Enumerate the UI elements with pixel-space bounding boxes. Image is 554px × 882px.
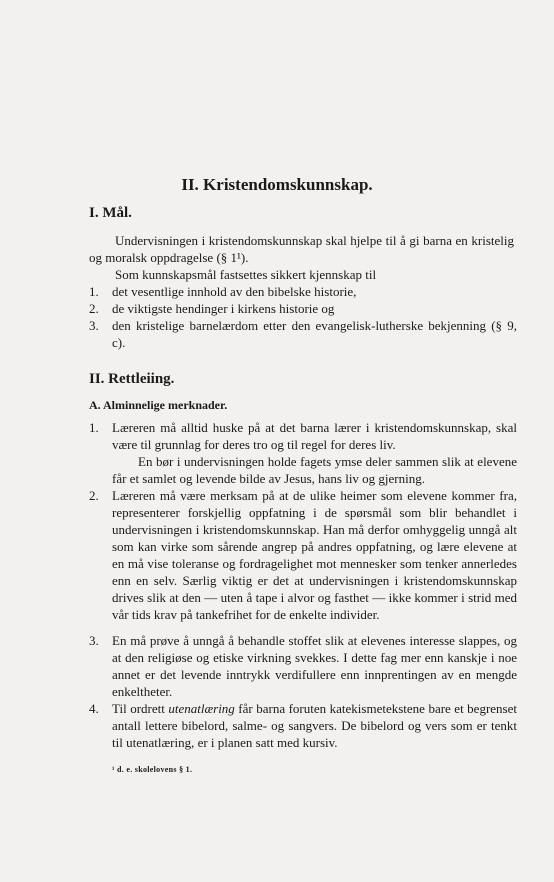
list-item-number: 1. <box>89 284 99 299</box>
footnote: ¹ d. e. skolelovens § 1. <box>112 765 193 774</box>
list-item-text: Læreren må være merksam på at de ulike heimer som elevene kommer fra, representerer forskjellig oppfatning i de spørsmål som blir behandlet i undervisningen i kristendomskunnskap. Han må derfor omhyggelig unngå alt som kan virke som sårende angrep på andres oppfatning, og lære elevene at en må vise toleranse og fordragelighet mot mennesker som tenker annerledes enn en selv. Særlig viktig er det at undervisningen i kristendomskunnskap drives slik at den — uten å tape i alvor og fasthet — ikke kommer i strid med vår tids krav på tankefrihet for de enkelte individer. <box>112 488 517 622</box>
page-title: II. Kristendomskunnskap. <box>181 175 373 194</box>
list-item-number: 3. <box>89 633 99 648</box>
list-item-number: 2. <box>89 488 99 503</box>
section1-intro-paragraph: Undervisningen i kristendomskunnskap skal hjelpe til å gi barna en kristelig og moralsk oppdragelse (§ 1¹). <box>89 233 514 265</box>
list-item-text: Læreren må alltid huske på at det barna lærer i kristendomskunnskap, skal være til grunnlag for deres tro og til regel for deres liv. <box>112 420 517 452</box>
section-heading-maal: I. Mål. <box>89 205 132 221</box>
section-heading-rettleiing: II. Rettleiing. <box>89 371 175 387</box>
list-item-number: 2. <box>89 301 99 316</box>
list-item-text: den kristelige barnelærdom etter den evangelisk-lutherske bekjenning (§ 9, c). <box>112 318 517 350</box>
list-item-number: 4. <box>89 701 99 716</box>
italic-term: utenatlæring <box>168 701 235 716</box>
list-item-number: 3. <box>89 318 99 333</box>
list-item-number: 1. <box>89 420 99 435</box>
list-item-text: En må prøve å unngå å behandle stoffet slik at elevenes interesse slappes, og at den religiøse og etiske virkning svekkes. I dette fag mer enn kanskje i noe annet er det levende inntrykk verdifullere enn innprentingen av en mengde enkeltheter. <box>112 633 517 699</box>
list-item-text: det vesentlige innhold av den bibelske historie, <box>112 284 357 299</box>
subsection-heading: A. Alminnelige merknader. <box>89 398 228 412</box>
list-item-extra-paragraph: En bør i undervisningen holde fagets ymse deler sammen slik at elevene får et samlet og levende bilde av Jesus, hans liv og gjerning. <box>112 454 517 486</box>
list-item-text: Til ordrett utenatlæring får barna foruten katekismetekstene bare et begrenset antall lettere bibelord, salme- og sangvers. De bibelord og vers som er tenkt til utenatlæring, er i planen satt med kursiv. <box>112 701 517 750</box>
section1-lead-text: Som kunnskapsmål fastsettes sikkert kjennskap til <box>115 267 377 282</box>
list-item-text: de viktigste hendinger i kirkens historie og <box>112 301 335 316</box>
